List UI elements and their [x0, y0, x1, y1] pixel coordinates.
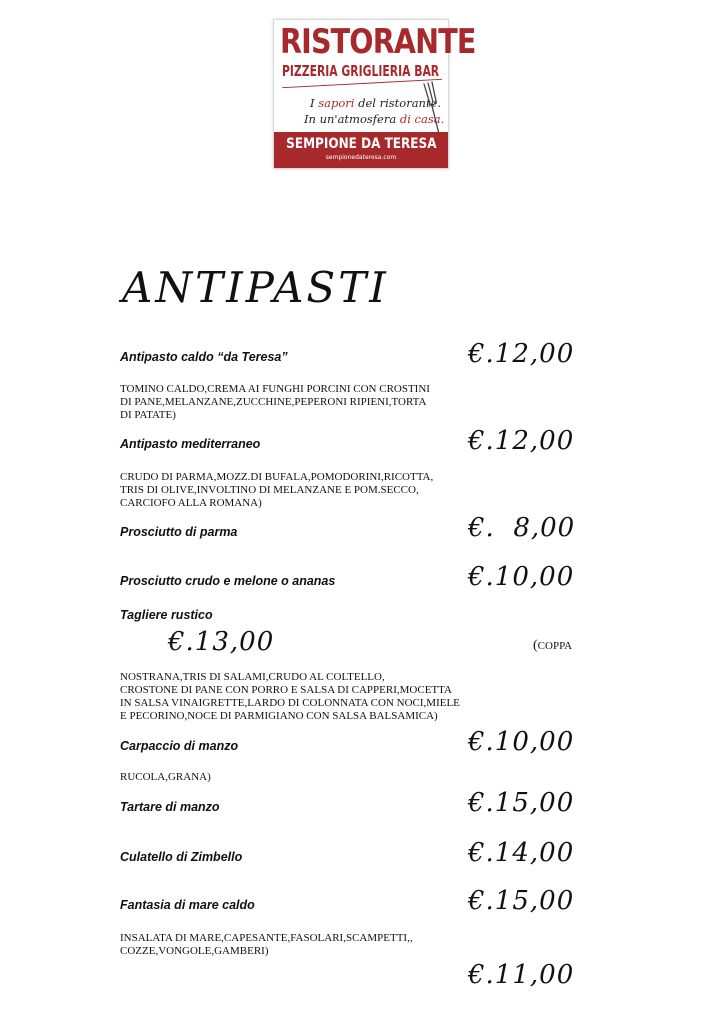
next-item-price: €.11,00 [468, 960, 575, 990]
logo-subtitle: PIZZERIA GRIGLIERIA BAR [282, 62, 440, 80]
tagline-part: I [310, 96, 319, 110]
menu-item-description: TOMINO CALDO,CREMA AI FUNGHI PORCINI CON CROSTINI [120, 383, 430, 395]
menu-item-description: CARCIOFO ALLA ROMANA) [120, 497, 262, 509]
menu-item-price: €.15,00 [468, 886, 575, 916]
tagline-part: del ristorante. [354, 96, 442, 110]
logo-website: sempionedateresa.com [325, 154, 397, 161]
menu-item-price: €.10,00 [468, 562, 575, 592]
menu-item-description: INSALATA DI MARE,CAPESANTE,FASOLARI,SCAMPETTI,, [120, 932, 413, 944]
menu-item-price: €.10,00 [468, 727, 575, 757]
menu-item-description: CRUDO DI PARMA,MOZZ.DI BUFALA,POMODORINI,RICOTTA, [120, 471, 434, 483]
menu-item-name: Prosciutto di parma [120, 525, 238, 539]
logo-band-title: SEMPIONE DA TERESA [286, 136, 437, 152]
menu-item-description: TRIS DI OLIVE,INVOLTINO DI MELANZANE E POM.SECCO, [120, 484, 419, 496]
menu-item-name: Culatello di Zimbello [120, 850, 243, 864]
menu-item-name: Tartare di manzo [120, 800, 220, 814]
menu-item-description: COZZE,VONGOLE,GAMBERI) [120, 945, 269, 957]
next-item-price-cutoff [468, 960, 588, 990]
menu-item-price: €.13,00 [168, 627, 275, 657]
menu-item-name: Tagliere rustico [120, 608, 213, 622]
tagline-part: In un'atmosfera [304, 112, 400, 126]
menu-item-description: E PECORINO,NOCE DI PARMIGIANO CON SALSA BALSAMICA) [120, 710, 438, 722]
tagline-part: sapori [318, 96, 355, 110]
note-paren: ( [533, 638, 538, 653]
menu-item-name: Antipasto caldo “da Teresa” [120, 350, 288, 364]
tagline-part: di casa. [399, 112, 445, 126]
menu-item-description: CROSTONE DI PANE CON PORRO E SALSA DI CAPPERI,MOCETTA [120, 684, 452, 696]
menu-item-description: NOSTRANA,TRIS DI SALAMI,CRUDO AL COLTELLO, [120, 671, 385, 683]
menu-item-name: Prosciutto crudo e melone o ananas [120, 574, 336, 588]
menu-item-name: Carpaccio di manzo [120, 739, 239, 753]
logo-name: RISTORANTE [280, 22, 476, 62]
menu-item-description: RUCOLA,GRANA) [120, 771, 211, 783]
section-heading: ANTIPASTI [122, 263, 389, 312]
restaurant-logo [274, 20, 476, 168]
logo-rule [282, 79, 442, 88]
menu-item-note [533, 639, 572, 653]
menu-item-description: DI PATATE) [120, 409, 176, 421]
menu-item-price: €.12,00 [468, 339, 575, 369]
menu-item-description: IN SALSA VINAIGRETTE,LARDO DI COLONNATA CON NOCI,MIELE [120, 697, 460, 709]
menu-item-price: €.15,00 [468, 788, 575, 818]
menu-item-price: €. 8,00 [468, 513, 576, 543]
note-text: COPPA [537, 640, 573, 652]
menu-item-name: Fantasia di mare caldo [120, 898, 255, 912]
menu-item-price: €.12,00 [468, 426, 575, 456]
menu-item-name: Antipasto mediterraneo [120, 437, 261, 451]
menu-item-price: €.14,00 [468, 838, 575, 868]
menu-item-description: DI PANE,MELANZANE,ZUCCHINE,PEPERONI RIPIENI,TORTA [120, 396, 427, 408]
